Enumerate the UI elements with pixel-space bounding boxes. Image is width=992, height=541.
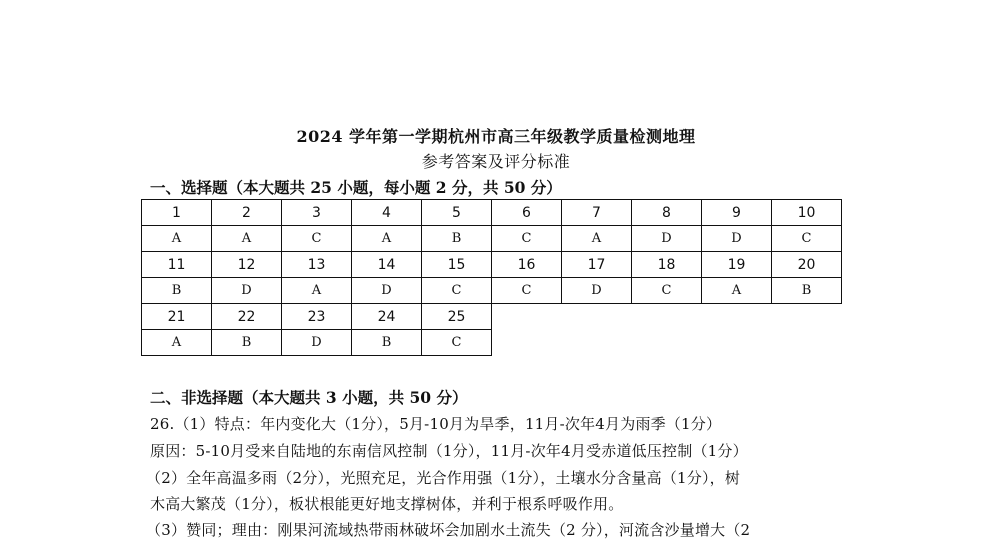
question-number-cell: 16 bbox=[492, 252, 562, 278]
document-subtitle: 参考答案及评分标准 bbox=[421, 152, 571, 171]
answer-cell: D bbox=[282, 330, 352, 356]
empty-cell bbox=[492, 304, 562, 330]
answer-cell: C bbox=[772, 226, 842, 252]
answer-cell: A bbox=[142, 330, 212, 356]
question-number-cell: 14 bbox=[352, 252, 422, 278]
question-number-row bbox=[142, 200, 842, 226]
answer-cell: D bbox=[562, 278, 632, 304]
question-number-cell: 21 bbox=[142, 304, 212, 330]
question-number-row bbox=[142, 304, 842, 330]
answer-cell: A bbox=[212, 226, 282, 252]
answer-cell: C bbox=[492, 226, 562, 252]
answer-cell: C bbox=[422, 278, 492, 304]
question-number-cell: 1 bbox=[142, 200, 212, 226]
answer-line: 26.（1）特点：年内变化大（1分），5月-10月为旱季，11月-次年4月为雨季（1分） bbox=[150, 415, 722, 433]
question-number-cell: 10 bbox=[772, 200, 842, 226]
answer-cell: B bbox=[352, 330, 422, 356]
answer-cell: D bbox=[352, 278, 422, 304]
answer-table bbox=[141, 199, 842, 356]
answer-row bbox=[142, 330, 842, 356]
answer-cell: C bbox=[492, 278, 562, 304]
question-number-cell: 3 bbox=[282, 200, 352, 226]
question-number-cell: 23 bbox=[282, 304, 352, 330]
answer-line: （2）全年高温多雨（2分），光照充足，光合作用强（1分），土壤水分含量高（1分），树 bbox=[146, 469, 741, 487]
question-number-cell: 7 bbox=[562, 200, 632, 226]
answer-cell: A bbox=[562, 226, 632, 252]
question-number-cell: 18 bbox=[632, 252, 702, 278]
question-number-cell: 19 bbox=[702, 252, 772, 278]
answer-cell: B bbox=[422, 226, 492, 252]
answer-cell: A bbox=[282, 278, 352, 304]
empty-cell bbox=[562, 330, 632, 356]
empty-cell bbox=[702, 330, 772, 356]
empty-cell bbox=[562, 304, 632, 330]
answer-row bbox=[142, 278, 842, 304]
question-number-cell: 9 bbox=[702, 200, 772, 226]
answer-cell: D bbox=[702, 226, 772, 252]
answer-line: （3）赞同；理由：刚果河流域热带雨林破坏会加剧水土流失（2 分），河流含沙量增大（2 bbox=[146, 521, 751, 539]
question-number-cell: 4 bbox=[352, 200, 422, 226]
answer-cell: C bbox=[632, 278, 702, 304]
question-number-cell: 22 bbox=[212, 304, 282, 330]
question-number-cell: 15 bbox=[422, 252, 492, 278]
empty-cell bbox=[772, 330, 842, 356]
empty-cell bbox=[632, 330, 702, 356]
question-number-cell: 5 bbox=[422, 200, 492, 226]
answer-cell: A bbox=[352, 226, 422, 252]
answer-cell: C bbox=[422, 330, 492, 356]
section-heading-nonchoice: 二、非选择题（本大题共 3 小题，共 50 分） bbox=[150, 388, 468, 407]
question-number-cell: 20 bbox=[772, 252, 842, 278]
question-number-row bbox=[142, 252, 842, 278]
section-heading-choice: 一、选择题（本大题共 25 小题，每小题 2 分，共 50 分） bbox=[150, 178, 562, 197]
answer-row bbox=[142, 226, 842, 252]
question-number-cell: 24 bbox=[352, 304, 422, 330]
answer-cell: A bbox=[702, 278, 772, 304]
empty-cell bbox=[492, 330, 562, 356]
answer-cell: C bbox=[282, 226, 352, 252]
document-title: 2024 学年第一学期杭州市高三年级教学质量检测地理 bbox=[296, 127, 696, 146]
answer-cell: D bbox=[212, 278, 282, 304]
question-number-cell: 17 bbox=[562, 252, 632, 278]
empty-cell bbox=[702, 304, 772, 330]
question-number-cell: 11 bbox=[142, 252, 212, 278]
answer-line: 木高大繁茂（1分），板状根能更好地支撑树体，并利于根系呼吸作用。 bbox=[150, 495, 624, 513]
question-number-cell: 2 bbox=[212, 200, 282, 226]
empty-cell bbox=[772, 304, 842, 330]
answer-cell: D bbox=[632, 226, 702, 252]
answer-cell: B bbox=[212, 330, 282, 356]
answer-cell: B bbox=[142, 278, 212, 304]
answer-cell: A bbox=[142, 226, 212, 252]
answer-line: 原因：5-10月受来自陆地的东南信风控制（1分），11月-次年4月受赤道低压控制（1分） bbox=[150, 442, 748, 460]
question-number-cell: 13 bbox=[282, 252, 352, 278]
question-number-cell: 6 bbox=[492, 200, 562, 226]
answer-cell: B bbox=[772, 278, 842, 304]
question-number-cell: 12 bbox=[212, 252, 282, 278]
question-number-cell: 8 bbox=[632, 200, 702, 226]
empty-cell bbox=[632, 304, 702, 330]
question-number-cell: 25 bbox=[422, 304, 492, 330]
